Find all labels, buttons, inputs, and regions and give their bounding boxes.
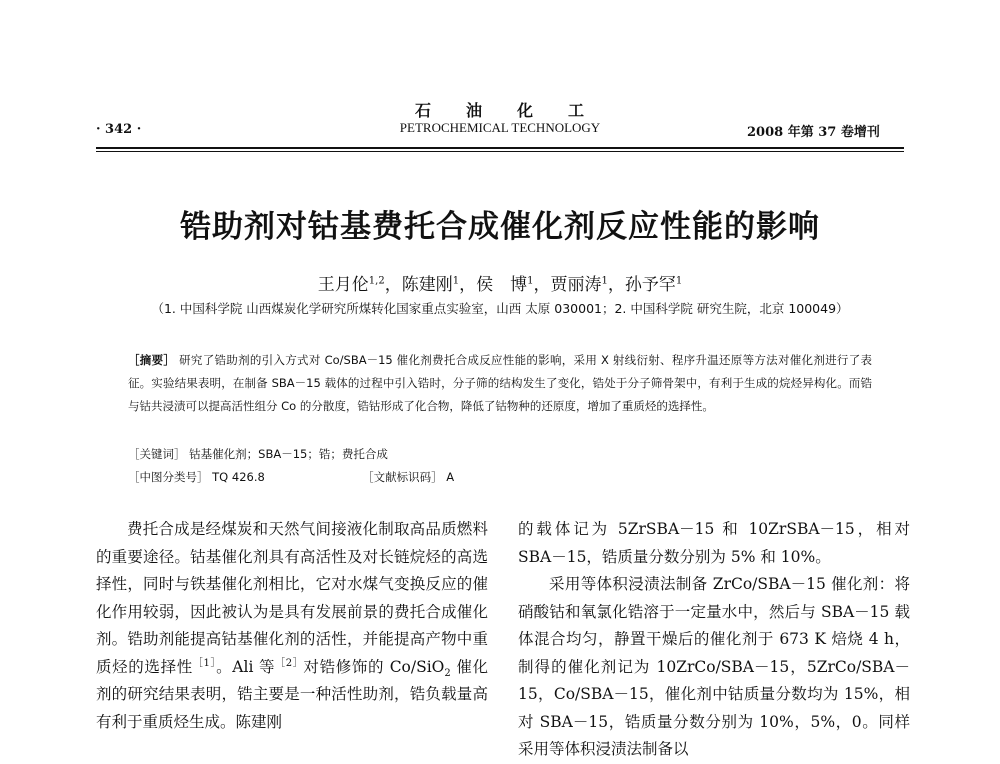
issue-info: 2008 年第 37 卷增刊 bbox=[747, 125, 880, 140]
classification-line bbox=[128, 469, 454, 485]
body-right-column bbox=[518, 516, 910, 764]
body-text: 。Ali 等 bbox=[216, 657, 276, 676]
body-paragraph: 采用等体积浸渍法制备 ZrCo/SBA－15 催化剂：将硝酸钴和氧氯化锆溶于一定量水中，然后与 SBA－15 载体混合均匀，静置干燥后的催化剂于 673 K 焙烧 4 h，制得的催化剂记为 10ZrCo/SBA－15，5ZrCo/SBA－15，Co/SBA－15，催化剂中钴质量分数均为 15%，相对 SBA－15，锆质量分数分别为 10%，5%，0。同样采用等体积浸渍法制备以 bbox=[518, 575, 910, 758]
body-paragraph bbox=[96, 516, 488, 736]
body-text: 对锆修饰的 Co/SiO bbox=[303, 657, 445, 676]
citation-ref: ［2］ bbox=[275, 657, 304, 669]
author-affiliation-mark: 1,2 bbox=[368, 275, 385, 287]
author-affiliation-mark: 1 bbox=[675, 275, 683, 287]
abstract-text: 研究了锆助剂的引入方式对 Co/SBA－15 催化剂费托合成反应性能的影响，采用 X 射线衍射、程序升温还原等方法对催化剂进行了表征。实验结果表明，在制备 SBA－15 载体的过程中引入锆时，分子筛的结构发生了变化，锆处于分子筛骨架中，有利于生成的烷烃异构化。而锆与钴共浸渍可以提高活性组分 Co 的分散度，锆钴形成了化合物，降低了钴物种的还原度，增加了重质烃的选择性。 bbox=[128, 353, 873, 413]
author-name: 王月伦 bbox=[317, 275, 369, 295]
citation-ref: ［1］ bbox=[192, 657, 217, 669]
subscript: 2 bbox=[444, 667, 451, 679]
journal-title-cn: 石 油 化 工 bbox=[414, 101, 585, 120]
body-paragraph: 的载体记为 5ZrSBA－15 和 10ZrSBA－15，相对 SBA－15，锆质量分数分别为 5% 和 10%。 bbox=[518, 520, 910, 566]
page-number: · 342 · bbox=[96, 122, 142, 137]
author-name: 孙予罕 bbox=[624, 275, 676, 295]
body-text: 催化剂的研究结果表明，锆主要是一种活性助剂，锆负载量高有利于重质烃生成。陈建刚 bbox=[96, 657, 488, 731]
journal-title-en: PETROCHEMICAL TECHNOLOGY bbox=[399, 120, 601, 135]
abstract-label: ［摘要］ bbox=[128, 353, 176, 367]
doc-code-value: A bbox=[446, 470, 455, 484]
affiliations: （1. 中国科学院 山西煤炭化学研究所煤转化国家重点实验室，山西 太原 030001；2. 中国科学院 研究生院，北京 100049） bbox=[151, 301, 849, 316]
body-text: 费托合成是经煤炭和天然气间接液化制取高品质燃料的重要途径。钴基催化剂具有高活性及对长链烷烃的高选择性，同时与铁基催化剂相比，它对水煤气变换反应的催化作用较弱，因此被认为是具有发展前景的费托合成催化剂。锆助剂能提高钴基催化剂的活性，并能提高产物中重质烃的选择性 bbox=[96, 520, 488, 676]
abstract bbox=[128, 349, 872, 418]
keywords-text: 钴基催化剂；SBA－15；锆；费托合成 bbox=[189, 447, 388, 461]
clc-value: TQ 426.8 bbox=[212, 470, 265, 484]
author-name: 贾丽涛 bbox=[550, 275, 602, 295]
doc-code-label: ［文献标识码］ bbox=[362, 470, 443, 484]
keywords-line bbox=[128, 446, 388, 462]
header-rule-thin bbox=[96, 151, 904, 152]
author-list: 王月伦$^{1,2}$，陈建刚$^1$，侯 博$^1$，贾丽涛$^1$，孙予罕$^1$ bbox=[317, 275, 683, 295]
body-left-column bbox=[96, 516, 488, 736]
author-affiliation-mark: 1 bbox=[527, 275, 534, 287]
paper-title: 锆助剂对钴基费托合成催化剂反应性能的影响 bbox=[180, 209, 820, 245]
author-name: 侯 博 bbox=[476, 275, 528, 295]
header-rule-thick bbox=[96, 147, 904, 149]
keywords-label: ［关键词］ bbox=[128, 447, 186, 461]
author-affiliation-mark: 1 bbox=[452, 275, 460, 287]
author-affiliation-mark: 1 bbox=[601, 275, 608, 287]
clc-label: ［中图分类号］ bbox=[128, 470, 209, 484]
author-name: 陈建刚 bbox=[401, 275, 453, 295]
